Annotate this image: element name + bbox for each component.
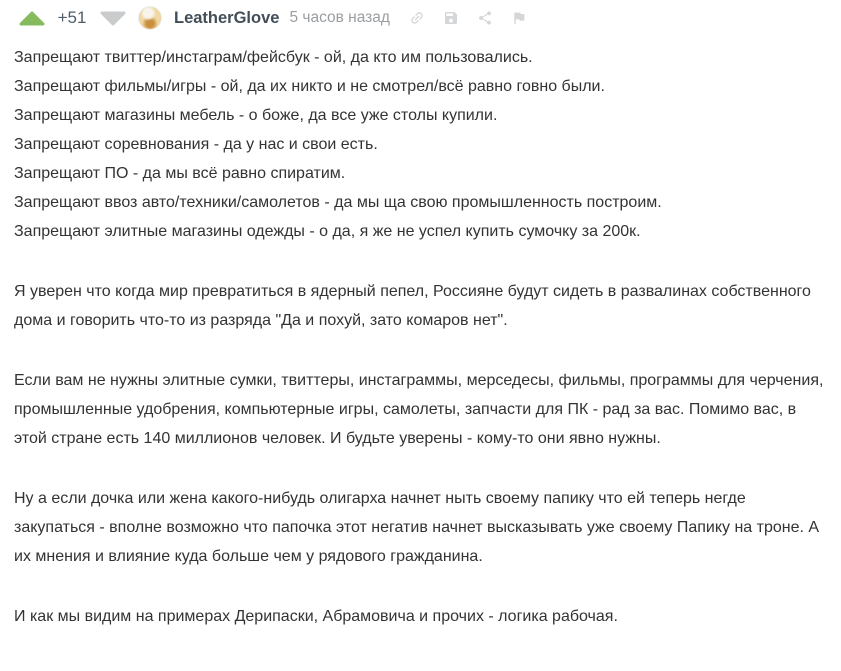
save-icon[interactable] (443, 10, 459, 26)
share-icon[interactable] (477, 10, 493, 26)
comment-line: Запрещают ввоз авто/техники/самолетов - да мы ща свою промышленность построим. (14, 194, 662, 211)
username-link[interactable]: LeatherGlove (174, 8, 280, 27)
flag-icon[interactable] (511, 10, 527, 26)
comment-line: Ну а если дочка или жена какого-нибудь олигарха начнет ныть своему папику что ей теперь негде закупаться - вполне возможно что папочка этот негатив начнет высказывать уже своему Папику на троне. А их мнения и влияние куда больше чем у рядового гражданина. (14, 490, 820, 565)
comment-line: Запрещают ПО - да мы всё равно спиратим. (14, 165, 346, 182)
comment-line: И как мы видим на примерах Дерипаски, Абрамовича и прочих - логика рабочая. (14, 608, 618, 625)
upvote-arrow-icon (19, 11, 45, 26)
comment-line: Запрещают фильмы/игры - ой, да их никто и не смотрел/всё равно говно были. (14, 78, 605, 95)
comment-line: Запрещают соревнования - да у нас и свои есть. (14, 136, 378, 153)
downvote-button[interactable] (99, 9, 126, 27)
comment-body (0, 34, 841, 631)
comment-line: Запрещают элитные магазины одежды - о да, я же не успел купить сумочку за 200к. (14, 223, 641, 240)
comment-actions (409, 10, 527, 26)
comment-paragraph (14, 43, 831, 246)
timestamp-link[interactable]: 5 часов назад (289, 9, 390, 26)
comment-paragraph (14, 602, 831, 631)
comment-rating: +51 (57, 8, 87, 27)
comment-line: Запрещают твиттер/инстаграм/фейсбук - ой, да кто им пользовались. (14, 49, 533, 66)
comment-paragraph (14, 277, 831, 335)
link-icon[interactable] (409, 10, 425, 26)
comment-line: Если вам не нужны элитные сумки, твиттеры, инстаграммы, мерседесы, фильмы, программы для черчения, промышленные удобрения, компьютерные игры, самолеты, запчасти для ПК - рад за вас. Помимо вас, в этой стране есть 140 миллионов человек. И будьте уверены - кому-то они явно нужны. (14, 372, 824, 447)
comment-line: Запрещают магазины мебель - о боже, да все уже столы купили. (14, 107, 498, 124)
comment-paragraph (14, 484, 831, 571)
avatar[interactable] (138, 6, 162, 30)
upvote-button[interactable] (18, 9, 45, 27)
comment-line: Я уверен что когда мир превратиться в ядерный пепел, Россияне будут сидеть в развалинах собственного дома и говорить что-то из разряда "Да и похуй, зато комаров нет". (14, 283, 811, 329)
comment-paragraph (14, 366, 831, 453)
comment-header (0, 0, 841, 34)
downvote-arrow-icon (100, 11, 126, 26)
